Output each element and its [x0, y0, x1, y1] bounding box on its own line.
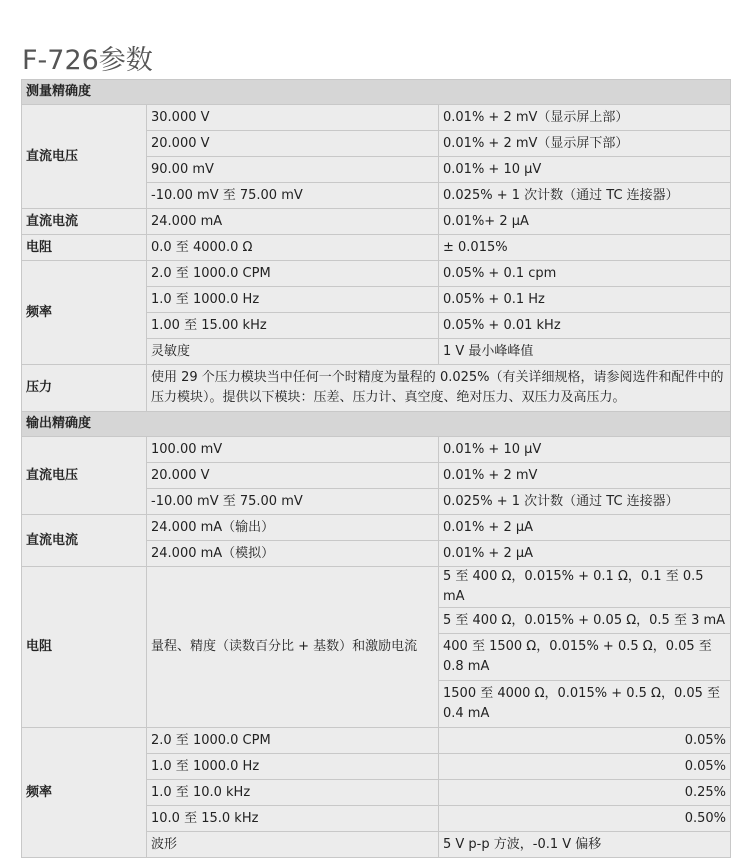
table-row: [22, 105, 731, 131]
accuracy-cell: 0.01% + 2 μA: [439, 515, 731, 541]
row-label: 压力: [22, 365, 147, 412]
range-cell: 1.0 至 10.0 kHz: [147, 780, 439, 806]
range-cell: 20.000 V: [147, 463, 439, 489]
row-label: 直流电压: [22, 437, 147, 515]
range-cell: 灵敏度: [147, 339, 439, 365]
accuracy-cell: 0.05%: [439, 728, 731, 754]
range-cell: 1.00 至 15.00 kHz: [147, 313, 439, 339]
section-title: 测量精确度: [22, 80, 731, 105]
table-row: [22, 567, 731, 608]
range-cell: 30.000 V: [147, 105, 439, 131]
row-label: 频率: [22, 261, 147, 365]
range-cell: 24.000 mA: [147, 209, 439, 235]
accuracy-cell: 0.01% + 10 μV: [439, 157, 731, 183]
row-label: 直流电流: [22, 515, 147, 567]
accuracy-cell: 0.01% + 10 μV: [439, 437, 731, 463]
spec-table: [21, 79, 731, 858]
table-row: [22, 728, 731, 754]
section-header-measure: [22, 80, 731, 105]
accuracy-cell: 1500 至 4000 Ω，0.015% + 0.5 Ω，0.05 至 0.4 mA: [439, 681, 731, 728]
table-row: [22, 235, 731, 261]
range-cell: 10.0 至 15.0 kHz: [147, 806, 439, 832]
accuracy-cell: 0.025% + 1 次计数（通过 TC 连接器）: [439, 489, 731, 515]
pressure-description: 使用 29 个压力模块当中任何一个时精度为量程的 0.025%（有关详细规格，请参阅选件和配件中的压力模块）。提供以下模块：压差、压力计、真空度、绝对压力、双压力及高压力。: [147, 365, 731, 412]
row-label: 直流电压: [22, 105, 147, 209]
table-row: [22, 515, 731, 541]
table-row: [22, 261, 731, 287]
accuracy-cell: 0.05% + 0.1 cpm: [439, 261, 731, 287]
range-cell: 0.0 至 4000.0 Ω: [147, 235, 439, 261]
section-title: 输出精确度: [22, 412, 731, 437]
range-cell: 2.0 至 1000.0 CPM: [147, 261, 439, 287]
accuracy-cell: 0.01% + 2 μA: [439, 541, 731, 567]
range-cell: 20.000 V: [147, 131, 439, 157]
accuracy-cell: 0.01% + 2 mV（显示屏下部）: [439, 131, 731, 157]
accuracy-cell: 0.05% + 0.1 Hz: [439, 287, 731, 313]
resistance-description: 量程、精度（读数百分比 + 基数）和激励电流: [147, 567, 439, 728]
row-label: 电阻: [22, 567, 147, 728]
accuracy-cell: 0.25%: [439, 780, 731, 806]
range-cell: 2.0 至 1000.0 CPM: [147, 728, 439, 754]
range-cell: 1.0 至 1000.0 Hz: [147, 287, 439, 313]
table-row: [22, 365, 731, 412]
row-label: 电阻: [22, 235, 147, 261]
row-label: 直流电流: [22, 209, 147, 235]
range-cell: -10.00 mV 至 75.00 mV: [147, 489, 439, 515]
accuracy-cell: 5 V p-p 方波，-0.1 V 偏移: [439, 832, 731, 858]
accuracy-cell: 400 至 1500 Ω，0.015% + 0.5 Ω，0.05 至 0.8 mA: [439, 634, 731, 681]
accuracy-cell: 5 至 400 Ω，0.015% + 0.05 Ω，0.5 至 3 mA: [439, 608, 731, 634]
range-cell: 100.00 mV: [147, 437, 439, 463]
section-header-output: [22, 412, 731, 437]
accuracy-cell: 1 V 最小峰峰值: [439, 339, 731, 365]
range-cell: 24.000 mA（模拟）: [147, 541, 439, 567]
accuracy-cell: 0.01% + 2 mV: [439, 463, 731, 489]
table-row: [22, 209, 731, 235]
accuracy-cell: 0.50%: [439, 806, 731, 832]
accuracy-cell: 0.01% + 2 mV（显示屏上部）: [439, 105, 731, 131]
accuracy-cell: 0.01%+ 2 μA: [439, 209, 731, 235]
row-label: 频率: [22, 728, 147, 858]
accuracy-cell: 0.05% + 0.01 kHz: [439, 313, 731, 339]
accuracy-cell: ± 0.015%: [439, 235, 731, 261]
range-cell: 90.00 mV: [147, 157, 439, 183]
table-row: [22, 437, 731, 463]
page-title: F-726参数: [22, 45, 153, 76]
range-cell: 24.000 mA（输出）: [147, 515, 439, 541]
accuracy-cell: 0.05%: [439, 754, 731, 780]
range-cell: 波形: [147, 832, 439, 858]
accuracy-cell: 5 至 400 Ω，0.015% + 0.1 Ω，0.1 至 0.5 mA: [439, 567, 731, 608]
range-cell: 1.0 至 1000.0 Hz: [147, 754, 439, 780]
range-cell: -10.00 mV 至 75.00 mV: [147, 183, 439, 209]
accuracy-cell: 0.025% + 1 次计数（通过 TC 连接器）: [439, 183, 731, 209]
